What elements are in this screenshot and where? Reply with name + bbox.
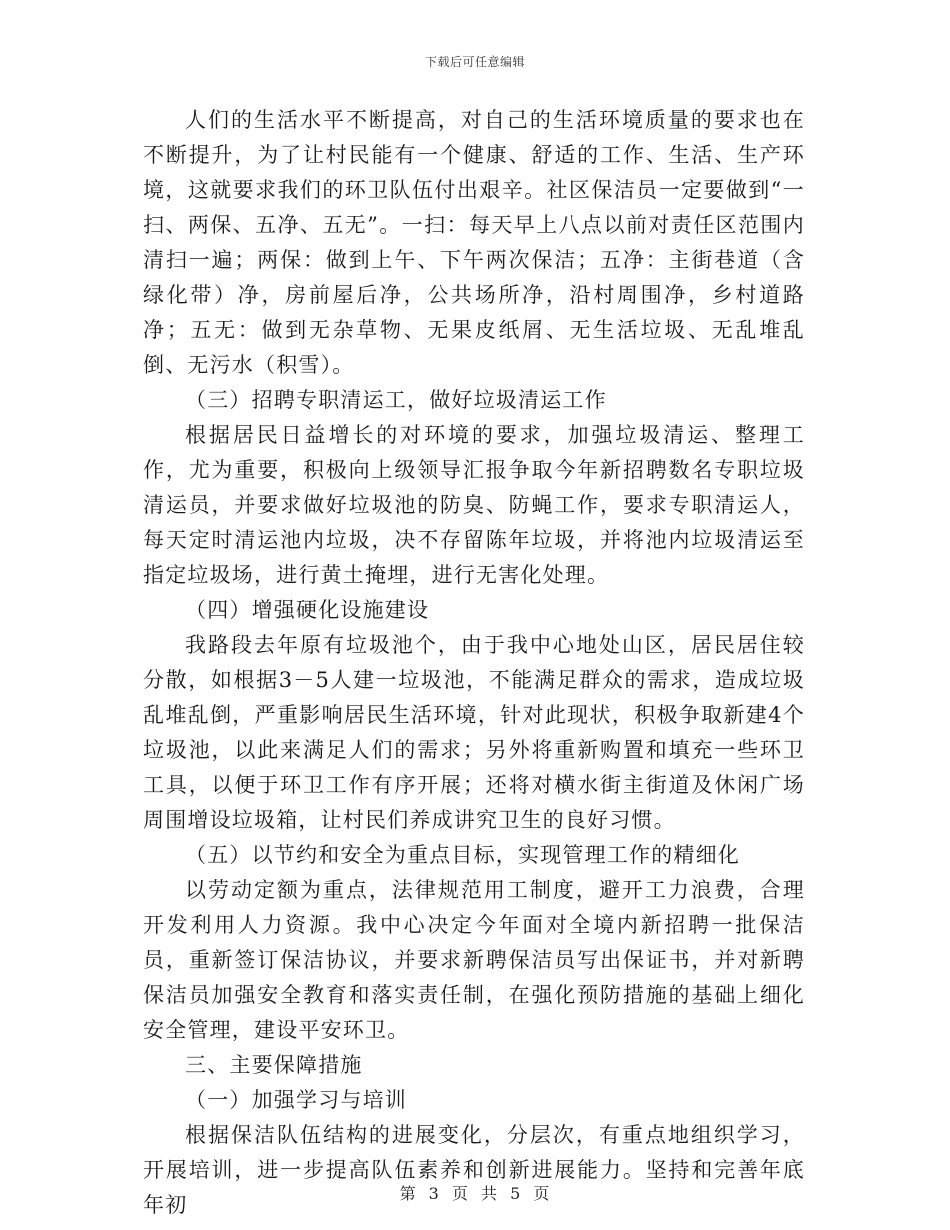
heading-recruit-waste-collectors: （三）招聘专职清运工，做好垃圾清运工作 [185, 388, 607, 412]
heading-learning-training: （一）加强学习与培训 [185, 1088, 407, 1112]
paragraph-waste-collection: 根据居民日益增长的对环境的要求，加强垃圾清运、整理工作，尤为重要，积极向上级领导汇报争取今年新招聘数名专职垃圾清运员，并要求做好垃圾池的防臭、防蝇工作，要求专职清运人，每天定时清运池内垃圾，决不存留陈年垃圾，并将池内垃圾清运至指定垃圾场，进行黄土掩埋，进行无害化处理。 [143, 423, 805, 587]
paragraph-refined-management: 以劳动定额为重点，法律规范用工制度，避开工力浪费，合理开发利用人力资源。我中心决定今年面对全境内新招聘一批保洁员，重新签订保洁协议，并要求新聘保洁员写出保证书，并对新聘保洁员加强安全教育和落实责任制，在强化预防措施的基础上细化安全管理，建设平安环卫。 [143, 878, 805, 1042]
page-header-note: 下载后可任意编辑 [424, 55, 525, 69]
page-number-footer: 第 3 页 共 5 页 [399, 1184, 551, 1203]
paragraph-facilities: 我路段去年原有垃圾池个，由于我中心地处山区，居民居住较分散，如根据3－5人建一垃圾池，不能满足群众的需求，造成垃圾乱堆乱倒，严重影响居民生活环境，针对此现状，积极争取新建4个垃圾池，以此来满足人们的需求；另外将重新购置和填充一些环卫工具，以便于环卫工作有序开展；还将对横水街主街道及休闲广场周围增设垃圾箱，让村民们养成讲究卫生的良好习惯。 [143, 633, 805, 832]
heading-hardened-facilities: （四）增强硬化设施建设 [185, 598, 430, 622]
heading-safeguard-measures: 三、主要保障措施 [185, 1053, 363, 1077]
heading-refined-management: （五）以节约和安全为重点目标，实现管理工作的精细化 [185, 843, 740, 867]
body-text [143, 103, 805, 1223]
paragraph-sanitation-requirements: 人们的生活水平不断提高，对自己的生活环境质量的要求也在不断提升，为了让村民能有一个健康、舒适的工作、生活、生产环境，这就要求我们的环卫队伍付出艰辛。社区保洁员一定要做到“一扫、两保、五净、五无”。一扫：每天早上八点以前对责任区范围内清扫一遍；两保：做到上午、下午两次保洁；五净：主街巷道（含绿化带）净，房前屋后净，公共场所净，沿村周围净，乡村道路净；五无：做到无杂草物、无果皮纸屑、无生活垃圾、无乱堆乱倒、无污水（积雪）。 [143, 108, 805, 377]
paragraph-learning-training: 根据保洁队伍结构的进展变化，分层次，有重点地组织学习，开展培训，进一步提高队伍素养和创新进展能力。坚持和完善年底年初 [143, 1123, 805, 1217]
